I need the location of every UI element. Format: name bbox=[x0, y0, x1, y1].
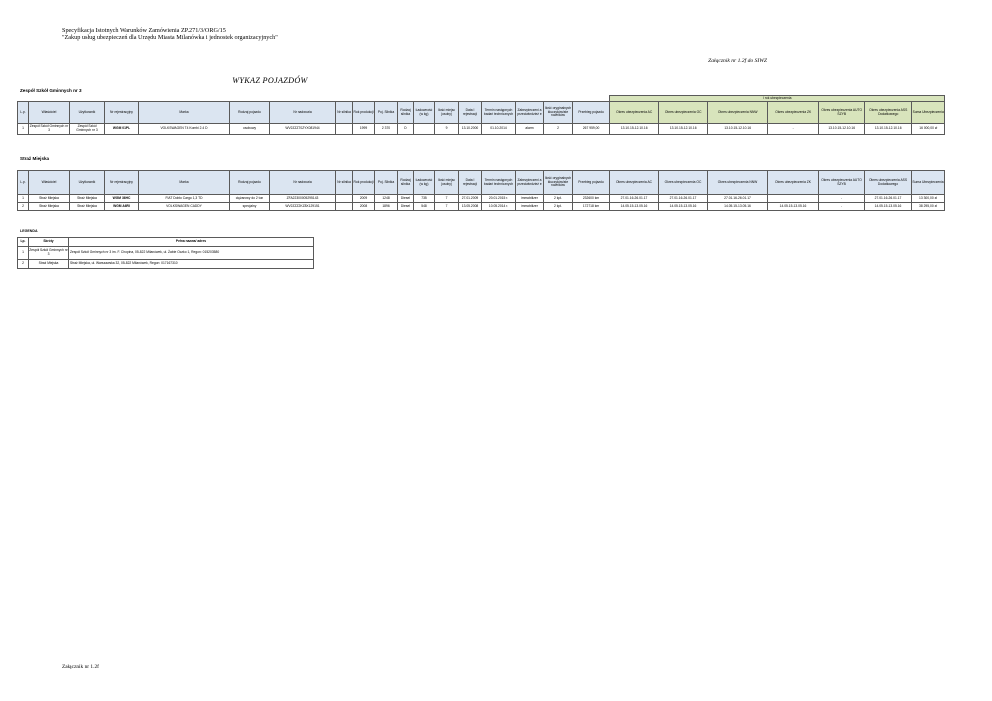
cell-zk: - bbox=[768, 124, 819, 135]
cell-ac: 13.10.15-12.10.16 bbox=[610, 124, 659, 135]
col-year: Rok produkcji bbox=[353, 102, 375, 124]
cell-make: VOLKSWAGEN T4 Kombi 2.4 D bbox=[139, 124, 230, 135]
col-oc: Okres ubezpieczenia OC bbox=[659, 102, 708, 124]
header-line-2: "Zakup usług ubezpieczeń dla Urzędu Miasta Milanówka i jednostek organizacyjnych" bbox=[62, 34, 278, 42]
col-mileage: Przebieg pojazdu bbox=[573, 102, 610, 124]
legend-row bbox=[18, 260, 314, 269]
cell-seats: 7 bbox=[435, 203, 459, 211]
col-ac: Okres ubezpieczenia AC bbox=[610, 102, 659, 124]
legend-col-lp: Lp. bbox=[18, 238, 29, 247]
cell-nnw: 13.10.15-12.10.16 bbox=[708, 124, 768, 135]
col-make: Marka bbox=[139, 102, 230, 124]
table-row bbox=[18, 203, 945, 211]
cell-seats: 9 bbox=[435, 124, 459, 135]
col-sum: Suma Ubezpieczenia bbox=[912, 102, 945, 124]
cell-security: alarm bbox=[516, 124, 544, 135]
cell-fuel: Diesel bbox=[398, 203, 414, 211]
legend-cell-lp: 1 bbox=[18, 247, 29, 260]
col-engine-no: Nr silnika bbox=[336, 171, 353, 195]
cell-inspection: 01.10.2014 bbox=[482, 124, 516, 135]
col-nnw: Okres ubezpieczenia NNW bbox=[708, 102, 768, 124]
col-reg: Nr rejestracyjny bbox=[105, 171, 139, 195]
cell-reg-date: 13.10.2000 bbox=[459, 124, 482, 135]
cell-vin: WV2ZZZ70ZYX081944 bbox=[270, 124, 336, 135]
cell-oc: 27.01.16-26.01.17 bbox=[659, 195, 708, 203]
col-user: Użytkownik bbox=[70, 171, 105, 195]
table-row bbox=[18, 124, 945, 135]
cell-ass: 27.01.16-26.01.17 bbox=[865, 195, 912, 203]
col-ass: Okres ubezpieczenia ASS Dodatkowego bbox=[865, 102, 912, 124]
table-row bbox=[18, 195, 945, 203]
col-reg: Nr rejestracyjny bbox=[105, 102, 139, 124]
cell-sum: 38 295,00 zł bbox=[912, 203, 945, 211]
cell-engine-no bbox=[336, 195, 353, 203]
document-header bbox=[62, 27, 278, 42]
cell-owner: Zespół Szkół Gminnych nr 3 bbox=[29, 124, 70, 135]
cell-ass: 14.05.15-13.05.16 bbox=[865, 203, 912, 211]
cell-sum: 16 000,00 zł bbox=[912, 124, 945, 135]
cell-engine-no bbox=[336, 203, 353, 211]
col-zk: Okres ubezpieczenia ZK bbox=[768, 102, 819, 124]
legend-row bbox=[18, 247, 314, 260]
col-capacity: Poj. Silnika bbox=[375, 171, 398, 195]
cell-owner: Straż Miejska bbox=[29, 195, 70, 203]
col-ass: Okres ubezpieczenia ASS Dodatkowego bbox=[865, 171, 912, 195]
cell-vin: ZFA22300005295143 bbox=[270, 195, 336, 203]
col-sum: Suma Ubezpieczenia bbox=[912, 171, 945, 195]
cell-fuel: D bbox=[398, 124, 414, 135]
col-year: Rok produkcji bbox=[353, 171, 375, 195]
col-inspection: Termin następnych badań technicznych bbox=[482, 171, 516, 195]
cell-reg: WGM 36HC bbox=[105, 195, 139, 203]
cell-load: 548 bbox=[414, 203, 435, 211]
legend-cell-lp: 2 bbox=[18, 260, 29, 269]
cell-keys: 2 kpl. bbox=[544, 195, 573, 203]
cell-fuel: Diesel bbox=[398, 195, 414, 203]
cell-owner: Straż Miejska bbox=[29, 203, 70, 211]
col-security: Zabezpieczeni a przeciwkrdzież e bbox=[516, 171, 544, 195]
cell-auto-szyb: - bbox=[819, 195, 865, 203]
col-reg-date: Data I rejestracji bbox=[459, 102, 482, 124]
cell-type: osobowy bbox=[230, 124, 270, 135]
cell-vin: WV2ZZZ2KZ8X129151 bbox=[270, 203, 336, 211]
section-title-sm: Straż Miejska bbox=[20, 156, 50, 161]
cell-reg-date: 27.01.2009 bbox=[459, 195, 482, 203]
col-fuel: Rodzaj silnika bbox=[398, 171, 414, 195]
col-make: Marka bbox=[139, 171, 230, 195]
col-seats: Ilość miejsc (osoby) bbox=[435, 171, 459, 195]
legend-cell-full: Straż Miejska, ul. Warszawska 32, 05-822 Milanówek, Regon: 017167310 bbox=[69, 260, 314, 269]
cell-capacity: 2 370 bbox=[375, 124, 398, 135]
cell-user: Zespół Szkół Gminnych nr 3 bbox=[70, 124, 105, 135]
vehicles-table-sm bbox=[17, 170, 945, 211]
col-reg-date: Data I rejestracji bbox=[459, 171, 482, 195]
legend-col-abbr: Skróty bbox=[29, 238, 69, 247]
col-type: Rodzaj pojazdu bbox=[230, 171, 270, 195]
cell-reg-date: 13.05.2008 bbox=[459, 203, 482, 211]
col-zk: Okres ubezpieczenia ZK bbox=[768, 171, 819, 195]
cell-oc: 13.10.15-12.10.16 bbox=[659, 124, 708, 135]
col-engine-no: Nr silnika bbox=[336, 102, 353, 124]
cell-reg: WGM 01PL bbox=[105, 124, 139, 135]
col-load: Ładowność (w kg) bbox=[414, 102, 435, 124]
cell-user: Straż Miejska bbox=[70, 203, 105, 211]
col-keys: Ilość oryginalnych kluczyków/ste rowników bbox=[544, 171, 573, 195]
cell-ass: 13.10.15-12.10.16 bbox=[865, 124, 912, 135]
col-keys: Ilość oryginalnych kluczyków/ste rowników bbox=[544, 102, 573, 124]
col-owner: Właściciel bbox=[29, 171, 70, 195]
col-auto-szyb: Okres ubezpieczenia AUTO SZYB bbox=[819, 171, 865, 195]
col-fuel: Rodzaj silnika bbox=[398, 102, 414, 124]
cell-user: Straż Miejska bbox=[70, 195, 105, 203]
cell-lp: 2 bbox=[18, 203, 29, 211]
cell-auto-szyb: - bbox=[819, 203, 865, 211]
cell-zk bbox=[768, 195, 819, 203]
cell-type: ciężarowy do 2 ton bbox=[230, 195, 270, 203]
col-ac: Okres ubezpieczenia AC bbox=[610, 171, 659, 195]
cell-inspection: 20.01.2015 r. bbox=[482, 195, 516, 203]
cell-nnw: 14.05.15-13.05.16 bbox=[708, 203, 768, 211]
col-user: Użytkownik bbox=[70, 102, 105, 124]
col-vin: Nr nadwozia bbox=[270, 171, 336, 195]
cell-ac: 27.01.16-26.01.17 bbox=[610, 195, 659, 203]
col-capacity: Poj. Silnika bbox=[375, 102, 398, 124]
vehicles-table-zsg bbox=[17, 95, 945, 135]
cell-type: specjalny bbox=[230, 203, 270, 211]
cell-oc: 14.05.15-13.05.16 bbox=[659, 203, 708, 211]
col-load: Ładowność (w kg) bbox=[414, 171, 435, 195]
cell-keys: 2 bbox=[544, 124, 573, 135]
cell-lp: 1 bbox=[18, 124, 29, 135]
cell-seats: 7 bbox=[435, 195, 459, 203]
legend-table bbox=[17, 237, 314, 269]
header-line-1: Specyfikacja Istotnych Warunków Zamówienia ZP.271/3/ORG/15 bbox=[62, 27, 226, 34]
legend-cell-full: Zespół Szkół Gminnych nr 3 im. F. Chopina, 05-822 Milanówek, ul. Żabie Oczko 1, Regon: 015203580 bbox=[69, 247, 314, 260]
col-type: Rodzaj pojazdu bbox=[230, 102, 270, 124]
cell-nnw: 27.01.16-26.01.17 bbox=[708, 195, 768, 203]
cell-load: 735 bbox=[414, 195, 435, 203]
col-nnw: Okres ubezpieczenia NNW bbox=[708, 171, 768, 195]
col-lp: L.p. bbox=[18, 102, 29, 124]
cell-make: VOLKSWAGEN CADDY bbox=[139, 203, 230, 211]
cell-year: 2008 bbox=[353, 203, 375, 211]
cell-year: 1999 bbox=[353, 124, 375, 135]
cell-ac: 14.05.15-13.05.16 bbox=[610, 203, 659, 211]
cell-mileage: 267 959,00 bbox=[573, 124, 610, 135]
cell-mileage: 232600 km bbox=[573, 195, 610, 203]
col-vin: Nr nadwozia bbox=[270, 102, 336, 124]
cell-keys: 2 kpl. bbox=[544, 203, 573, 211]
footer-label: Załącznik nr 1.2f bbox=[62, 664, 99, 670]
col-auto-szyb: Okres ubezpieczenia AUTO SZYB bbox=[819, 102, 865, 124]
col-mileage: Przebieg pojazdu bbox=[573, 171, 610, 195]
legend-title: LEGENDA bbox=[20, 229, 38, 233]
attachment-label: Załącznik nr 1.2f do SIWZ bbox=[708, 58, 767, 64]
col-inspection: Termin następnych badań technicznych bbox=[482, 102, 516, 124]
legend-cell-abbr: Straż Miejska bbox=[29, 260, 69, 269]
cell-inspection: 10.05.2014 r. bbox=[482, 203, 516, 211]
cell-mileage: 172718 km bbox=[573, 203, 610, 211]
col-owner: Właściciel bbox=[29, 102, 70, 124]
cell-lp: 1 bbox=[18, 195, 29, 203]
cell-security: immobilizer bbox=[516, 203, 544, 211]
cell-auto-szyb: 13.10.15-12.10.16 bbox=[819, 124, 865, 135]
cell-engine-no bbox=[336, 124, 353, 135]
cell-zk: 14.05.15-13.05.16 bbox=[768, 203, 819, 211]
cell-capacity: 1896 bbox=[375, 203, 398, 211]
col-security: Zabezpieczeni a przeciwkrdzież e bbox=[516, 102, 544, 124]
section-title-zsg: Zespół Szkół Gminnych nr 3 bbox=[20, 88, 82, 93]
cell-load bbox=[414, 124, 435, 135]
legend-cell-abbr: Zespół Szkół Gminnych nr 3 bbox=[29, 247, 69, 260]
cell-sum: 13 300,00 zł bbox=[912, 195, 945, 203]
col-oc: Okres ubezpieczenia OC bbox=[659, 171, 708, 195]
col-lp: L.p. bbox=[18, 171, 29, 195]
legend-col-full: Pełna nazwa/ adres bbox=[69, 238, 314, 247]
page-title: WYKAZ POJAZDÓW bbox=[232, 76, 308, 85]
cell-year: 2009 bbox=[353, 195, 375, 203]
cell-reg: WGM A6RI bbox=[105, 203, 139, 211]
col-seats: Ilość miejsc (osoby) bbox=[435, 102, 459, 124]
cell-make: FIAT Doblo Cargo 1,3 TD bbox=[139, 195, 230, 203]
cell-security: immobilizer bbox=[516, 195, 544, 203]
cell-capacity: 1248 bbox=[375, 195, 398, 203]
insurance-year-header: I rok ubezpieczenia bbox=[610, 96, 945, 102]
